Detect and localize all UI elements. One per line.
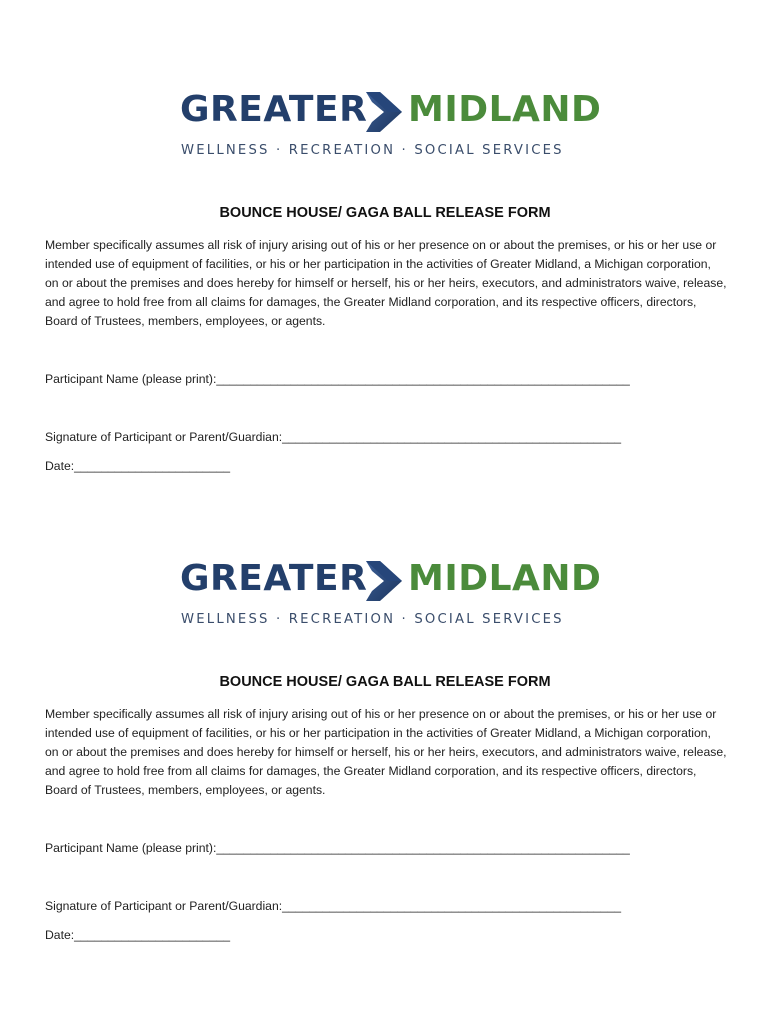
signature-field[interactable]: Signature of Participant or Parent/Guardian:__________________________________________________ <box>45 430 622 444</box>
form-title: BOUNCE HOUSE/ GAGA BALL RELEASE FORM <box>219 205 551 221</box>
date-field[interactable]: Date:_______________________ <box>45 928 231 942</box>
greater-midland-logo <box>180 557 602 629</box>
participant-name-field[interactable]: Participant Name (please print):_____________________________________________________________ <box>45 841 630 855</box>
logo-word-greater: GREATER <box>180 89 368 130</box>
date-field[interactable]: Date:_______________________ <box>45 459 231 473</box>
logo-word-greater: GREATER <box>180 558 368 599</box>
release-paragraph: Member specifically assumes all risk of injury arising out of his or her presence on or about the premises, or his or her use or intended use of equipment of facilities, or his or her participation in the activities of Greater Midland, a Michigan corporation, on or about the premises and does hereby for himself or herself, his or her heirs, executors, and administrators waive, release, and agree to hold free from all claims for damages, the Greater Midland corporation, and its respective officers, directors, Board of Trustees, members, employees, or agents. <box>45 707 727 797</box>
logo-word-midland: MIDLAND <box>408 558 602 599</box>
chevron-arrow-icon <box>362 559 406 603</box>
logo-tagline: WELLNESS · RECREATION · SOCIAL SERVICES <box>181 612 564 627</box>
form-title: BOUNCE HOUSE/ GAGA BALL RELEASE FORM <box>219 674 551 690</box>
participant-name-field[interactable]: Participant Name (please print):_____________________________________________________________ <box>45 372 630 386</box>
signature-field[interactable]: Signature of Participant or Parent/Guardian:__________________________________________________ <box>45 899 622 913</box>
release-paragraph: Member specifically assumes all risk of injury arising out of his or her presence on or about the premises, or his or her use or intended use of equipment of facilities, or his or her participation in the activities of Greater Midland, a Michigan corporation, on or about the premises and does hereby for himself or herself, his or her heirs, executors, and administrators waive, release, and agree to hold free from all claims for damages, the Greater Midland corporation, and its respective officers, directors, Board of Trustees, members, employees, or agents. <box>45 238 727 328</box>
logo-tagline: WELLNESS · RECREATION · SOCIAL SERVICES <box>181 143 564 158</box>
chevron-arrow-icon <box>362 90 406 134</box>
logo-word-midland: MIDLAND <box>408 89 602 130</box>
greater-midland-logo <box>180 88 602 160</box>
